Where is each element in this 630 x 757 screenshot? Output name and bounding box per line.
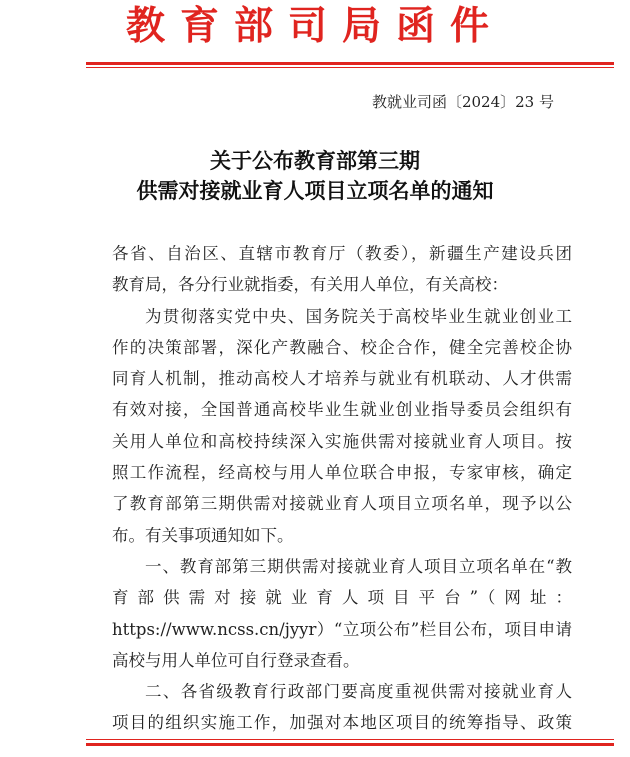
body-line: 各省、自治区、直辖市教育厅（教委），新疆生产建设兵团 xyxy=(112,244,572,263)
body-line: 项目的组织实施工作，加强对本地区项目的统筹指导、政策 xyxy=(112,713,572,733)
footer-rule-thin xyxy=(86,739,614,740)
header-rule-thin xyxy=(86,67,614,68)
body-line: 教育局，各分行业就指委，有关用人单位，有关高校： xyxy=(112,275,508,295)
letterhead-title: 教育部司局函件 xyxy=(125,3,504,49)
body-line: 作的决策部署，深化产教融合、校企合作，健全完善校企协 xyxy=(112,337,572,357)
body-line: 一、教育部第三期供需对接就业育人项目立项名单在“教 xyxy=(145,556,572,576)
body-line: 了教育部第三期供需对接就业育人项目立项名单，现予以公 xyxy=(112,494,572,514)
body-line: 二、各省级教育行政部门要高度重视供需对接就业育人 xyxy=(145,682,572,702)
body-line: 照工作流程，经高校与用人单位联合申报，专家审核，确定 xyxy=(112,463,572,483)
body-line: 关用人单位和高校持续深入实施供需对接就业育人项目。按 xyxy=(112,431,572,451)
body-line: 高校与用人单位可自行登录查看。 xyxy=(112,650,360,670)
document-title-line-1: 关于公布教育部第三期 xyxy=(210,148,420,173)
body-line: 有效对接，全国普通高校毕业生就业创业指导委员会组织有 xyxy=(112,400,572,420)
header-rule-thick xyxy=(86,62,614,65)
body-line: 同育人机制，推动高校人才培养与就业有机联动、人才供需 xyxy=(112,369,572,389)
document-number: 教就业司函〔2024〕23 号 xyxy=(371,93,554,111)
document-body xyxy=(112,238,572,739)
footer-rule-thick xyxy=(86,743,614,746)
body-line: 为贯彻落实党中央、国务院关于高校毕业生就业创业工 xyxy=(145,306,572,326)
document-title xyxy=(0,146,630,206)
body-line: https://www.ncss.cn/jyyr）“立项公布”栏目公布，项目申请 xyxy=(112,619,572,639)
body-line: 布。有关事项通知如下。 xyxy=(112,525,294,545)
body-line: 育部供需对接就业育人项目平台”（网址： xyxy=(112,588,572,608)
document-title-line-2: 供需对接就业育人项目立项名单的通知 xyxy=(136,178,494,203)
